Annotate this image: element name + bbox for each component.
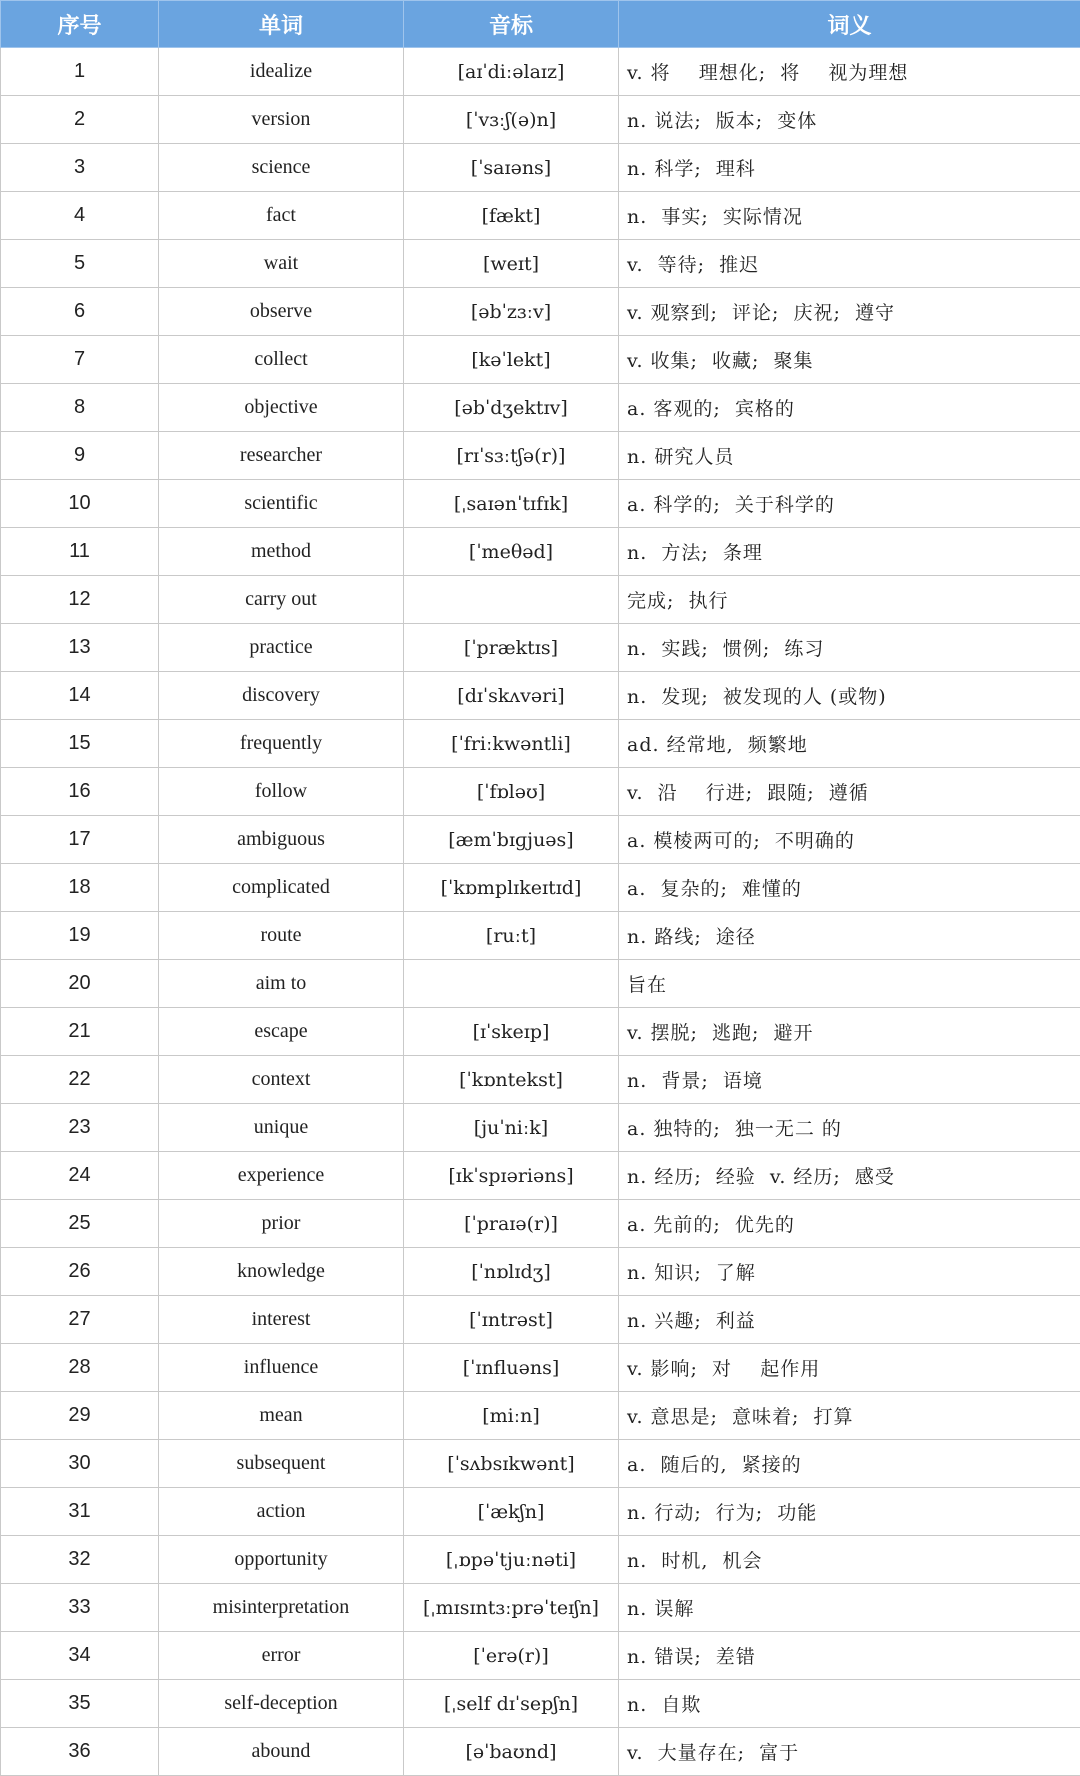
cell-word: method — [159, 528, 404, 576]
cell-word: ambiguous — [159, 816, 404, 864]
cell-index: 36 — [1, 1728, 159, 1776]
cell-word: self-deception — [159, 1680, 404, 1728]
cell-definition: n. 误解 — [619, 1584, 1080, 1632]
cell-index: 26 — [1, 1248, 159, 1296]
cell-word: action — [159, 1488, 404, 1536]
cell-phonetic: [ˈerə(r)] — [404, 1632, 619, 1680]
cell-word: wait — [159, 240, 404, 288]
cell-phonetic: [ˈɪntrəst] — [404, 1296, 619, 1344]
header-word: 单词 — [159, 1, 404, 48]
cell-definition: n. 研究人员 — [619, 432, 1080, 480]
cell-index: 2 — [1, 96, 159, 144]
table-row — [1, 1392, 1080, 1440]
cell-index: 34 — [1, 1632, 159, 1680]
cell-definition: 旨在 — [619, 960, 1080, 1008]
cell-definition: n. 知识; 了解 — [619, 1248, 1080, 1296]
cell-index: 7 — [1, 336, 159, 384]
cell-phonetic: [fækt] — [404, 192, 619, 240]
cell-phonetic: [rɪˈsɜːtʃə(r)] — [404, 432, 619, 480]
cell-definition: v. 收集; 收藏; 聚集 — [619, 336, 1080, 384]
cell-phonetic: [ˈpraɪə(r)] — [404, 1200, 619, 1248]
cell-index: 22 — [1, 1056, 159, 1104]
cell-definition: n. 行动; 行为; 功能 — [619, 1488, 1080, 1536]
cell-index: 4 — [1, 192, 159, 240]
cell-phonetic: [ˈnɒlɪdʒ] — [404, 1248, 619, 1296]
cell-index: 14 — [1, 672, 159, 720]
cell-index: 3 — [1, 144, 159, 192]
cell-definition: v. 观察到; 评论; 庆祝; 遵守 — [619, 288, 1080, 336]
cell-word: scientific — [159, 480, 404, 528]
cell-word: context — [159, 1056, 404, 1104]
cell-word: interest — [159, 1296, 404, 1344]
table-row — [1, 864, 1080, 912]
cell-word: influence — [159, 1344, 404, 1392]
cell-definition: a. 先前的; 优先的 — [619, 1200, 1080, 1248]
table-row — [1, 768, 1080, 816]
table-row — [1, 1104, 1080, 1152]
cell-definition: 完成; 执行 — [619, 576, 1080, 624]
cell-word: mean — [159, 1392, 404, 1440]
cell-phonetic: [ˈfriːkwəntli] — [404, 720, 619, 768]
cell-word: researcher — [159, 432, 404, 480]
table-row — [1, 1584, 1080, 1632]
table-row — [1, 528, 1080, 576]
table-row — [1, 48, 1080, 96]
cell-index: 17 — [1, 816, 159, 864]
header-phonetic: 音标 — [404, 1, 619, 48]
table-row — [1, 624, 1080, 672]
cell-word: aim to — [159, 960, 404, 1008]
cell-index: 13 — [1, 624, 159, 672]
cell-definition: a. 随后的, 紧接的 — [619, 1440, 1080, 1488]
cell-definition: n. 实践; 惯例; 练习 — [619, 624, 1080, 672]
cell-word: misinterpretation — [159, 1584, 404, 1632]
cell-index: 5 — [1, 240, 159, 288]
cell-definition: n. 说法; 版本; 变体 — [619, 96, 1080, 144]
cell-index: 6 — [1, 288, 159, 336]
cell-word: subsequent — [159, 1440, 404, 1488]
cell-phonetic: [əˈbaʊnd] — [404, 1728, 619, 1776]
table-row — [1, 1200, 1080, 1248]
cell-word: collect — [159, 336, 404, 384]
table-row — [1, 336, 1080, 384]
cell-phonetic: [ˌɒpəˈtjuːnəti] — [404, 1536, 619, 1584]
cell-word: knowledge — [159, 1248, 404, 1296]
cell-index: 33 — [1, 1584, 159, 1632]
cell-word: objective — [159, 384, 404, 432]
table-row — [1, 96, 1080, 144]
cell-phonetic: [aɪˈdiːəlaɪz] — [404, 48, 619, 96]
cell-index: 12 — [1, 576, 159, 624]
table-row — [1, 1488, 1080, 1536]
table-row — [1, 816, 1080, 864]
cell-phonetic: [ˈkɒmplɪkeɪtɪd] — [404, 864, 619, 912]
cell-index: 8 — [1, 384, 159, 432]
table-row — [1, 576, 1080, 624]
cell-word: escape — [159, 1008, 404, 1056]
cell-index: 30 — [1, 1440, 159, 1488]
cell-phonetic: [ˈɪnfluəns] — [404, 1344, 619, 1392]
cell-word: unique — [159, 1104, 404, 1152]
cell-phonetic: [ɪˈskeɪp] — [404, 1008, 619, 1056]
cell-phonetic: [ɪkˈspɪəriəns] — [404, 1152, 619, 1200]
cell-phonetic: [ˈækʃn] — [404, 1488, 619, 1536]
cell-definition: v. 影响; 对 起作用 — [619, 1344, 1080, 1392]
table-header — [1, 1, 1080, 48]
cell-index: 9 — [1, 432, 159, 480]
table-row — [1, 1344, 1080, 1392]
cell-word: follow — [159, 768, 404, 816]
cell-word: frequently — [159, 720, 404, 768]
table-row — [1, 1248, 1080, 1296]
cell-definition: n. 路线; 途径 — [619, 912, 1080, 960]
cell-word: discovery — [159, 672, 404, 720]
cell-definition: v. 沿 行进; 跟随; 遵循 — [619, 768, 1080, 816]
cell-definition: a. 复杂的; 难懂的 — [619, 864, 1080, 912]
cell-phonetic: [weɪt] — [404, 240, 619, 288]
cell-phonetic — [404, 576, 619, 624]
cell-word: abound — [159, 1728, 404, 1776]
table-row — [1, 480, 1080, 528]
table-row — [1, 1056, 1080, 1104]
cell-definition: n. 科学; 理科 — [619, 144, 1080, 192]
cell-definition: ad. 经常地, 频繁地 — [619, 720, 1080, 768]
table-row — [1, 1152, 1080, 1200]
cell-phonetic: [miːn] — [404, 1392, 619, 1440]
cell-definition: n. 发现; 被发现的人 (或物) — [619, 672, 1080, 720]
cell-phonetic: [ˈsʌbsɪkwənt] — [404, 1440, 619, 1488]
table-row — [1, 1296, 1080, 1344]
cell-phonetic: [ruːt] — [404, 912, 619, 960]
cell-phonetic: [ˌmɪsɪntɜːprəˈteɪʃn] — [404, 1584, 619, 1632]
cell-definition: a. 科学的; 关于科学的 — [619, 480, 1080, 528]
cell-definition: v. 摆脱; 逃跑; 避开 — [619, 1008, 1080, 1056]
table-row — [1, 720, 1080, 768]
table-body — [1, 48, 1080, 1776]
cell-word: carry out — [159, 576, 404, 624]
cell-phonetic: [ˈkɒntekst] — [404, 1056, 619, 1104]
cell-phonetic: [æmˈbɪɡjuəs] — [404, 816, 619, 864]
table-row — [1, 1680, 1080, 1728]
cell-index: 11 — [1, 528, 159, 576]
cell-index: 32 — [1, 1536, 159, 1584]
table-row — [1, 1008, 1080, 1056]
header-index: 序号 — [1, 1, 159, 48]
table-row — [1, 960, 1080, 1008]
cell-word: science — [159, 144, 404, 192]
header-definition: 词义 — [619, 1, 1080, 48]
cell-phonetic: [ˈmeθəd] — [404, 528, 619, 576]
cell-definition: v. 大量存在; 富于 — [619, 1728, 1080, 1776]
cell-phonetic: [ˌself dɪˈsepʃn] — [404, 1680, 619, 1728]
cell-word: idealize — [159, 48, 404, 96]
cell-phonetic: [ˈvɜːʃ(ə)n] — [404, 96, 619, 144]
cell-definition: n. 方法; 条理 — [619, 528, 1080, 576]
cell-definition: n. 背景; 语境 — [619, 1056, 1080, 1104]
cell-phonetic: [kəˈlekt] — [404, 336, 619, 384]
cell-index: 29 — [1, 1392, 159, 1440]
cell-index: 21 — [1, 1008, 159, 1056]
cell-index: 16 — [1, 768, 159, 816]
cell-definition: v. 将 理想化; 将 视为理想 — [619, 48, 1080, 96]
cell-phonetic — [404, 960, 619, 1008]
cell-definition: n. 时机, 机会 — [619, 1536, 1080, 1584]
table-row — [1, 1632, 1080, 1680]
cell-index: 18 — [1, 864, 159, 912]
cell-phonetic: [ˈfɒləʊ] — [404, 768, 619, 816]
cell-definition: a. 模棱两可的; 不明确的 — [619, 816, 1080, 864]
cell-phonetic: [juˈniːk] — [404, 1104, 619, 1152]
table-row — [1, 192, 1080, 240]
cell-index: 10 — [1, 480, 159, 528]
table-row — [1, 672, 1080, 720]
cell-word: version — [159, 96, 404, 144]
header-row — [1, 1, 1080, 48]
cell-word: observe — [159, 288, 404, 336]
cell-index: 20 — [1, 960, 159, 1008]
cell-index: 27 — [1, 1296, 159, 1344]
table-row — [1, 1728, 1080, 1776]
cell-word: opportunity — [159, 1536, 404, 1584]
cell-phonetic: [əbˈzɜːv] — [404, 288, 619, 336]
table-row — [1, 144, 1080, 192]
table-row — [1, 384, 1080, 432]
table-row — [1, 432, 1080, 480]
cell-word: complicated — [159, 864, 404, 912]
cell-word: prior — [159, 1200, 404, 1248]
cell-definition: n. 经历; 经验 v. 经历; 感受 — [619, 1152, 1080, 1200]
table-row — [1, 1440, 1080, 1488]
cell-phonetic: [ˌsaɪənˈtɪfɪk] — [404, 480, 619, 528]
cell-word: error — [159, 1632, 404, 1680]
cell-phonetic: [dɪˈskʌvəri] — [404, 672, 619, 720]
cell-index: 24 — [1, 1152, 159, 1200]
cell-definition: v. 等待; 推迟 — [619, 240, 1080, 288]
cell-word: experience — [159, 1152, 404, 1200]
cell-definition: n. 自欺 — [619, 1680, 1080, 1728]
cell-phonetic: [ˈpræktɪs] — [404, 624, 619, 672]
cell-word: route — [159, 912, 404, 960]
cell-index: 25 — [1, 1200, 159, 1248]
table-row — [1, 288, 1080, 336]
cell-index: 19 — [1, 912, 159, 960]
cell-index: 23 — [1, 1104, 159, 1152]
table-row — [1, 240, 1080, 288]
cell-index: 15 — [1, 720, 159, 768]
cell-phonetic: [ˈsaɪəns] — [404, 144, 619, 192]
cell-index: 35 — [1, 1680, 159, 1728]
cell-definition: a. 客观的; 宾格的 — [619, 384, 1080, 432]
cell-index: 28 — [1, 1344, 159, 1392]
cell-word: practice — [159, 624, 404, 672]
cell-definition: n. 错误; 差错 — [619, 1632, 1080, 1680]
cell-index: 31 — [1, 1488, 159, 1536]
cell-definition: n. 事实; 实际情况 — [619, 192, 1080, 240]
cell-definition: n. 兴趣; 利益 — [619, 1296, 1080, 1344]
table-row — [1, 1536, 1080, 1584]
cell-index: 1 — [1, 48, 159, 96]
table-row — [1, 912, 1080, 960]
cell-definition: v. 意思是; 意味着; 打算 — [619, 1392, 1080, 1440]
cell-word: fact — [159, 192, 404, 240]
cell-phonetic: [əbˈdʒektɪv] — [404, 384, 619, 432]
cell-definition: a. 独特的; 独一无二 的 — [619, 1104, 1080, 1152]
